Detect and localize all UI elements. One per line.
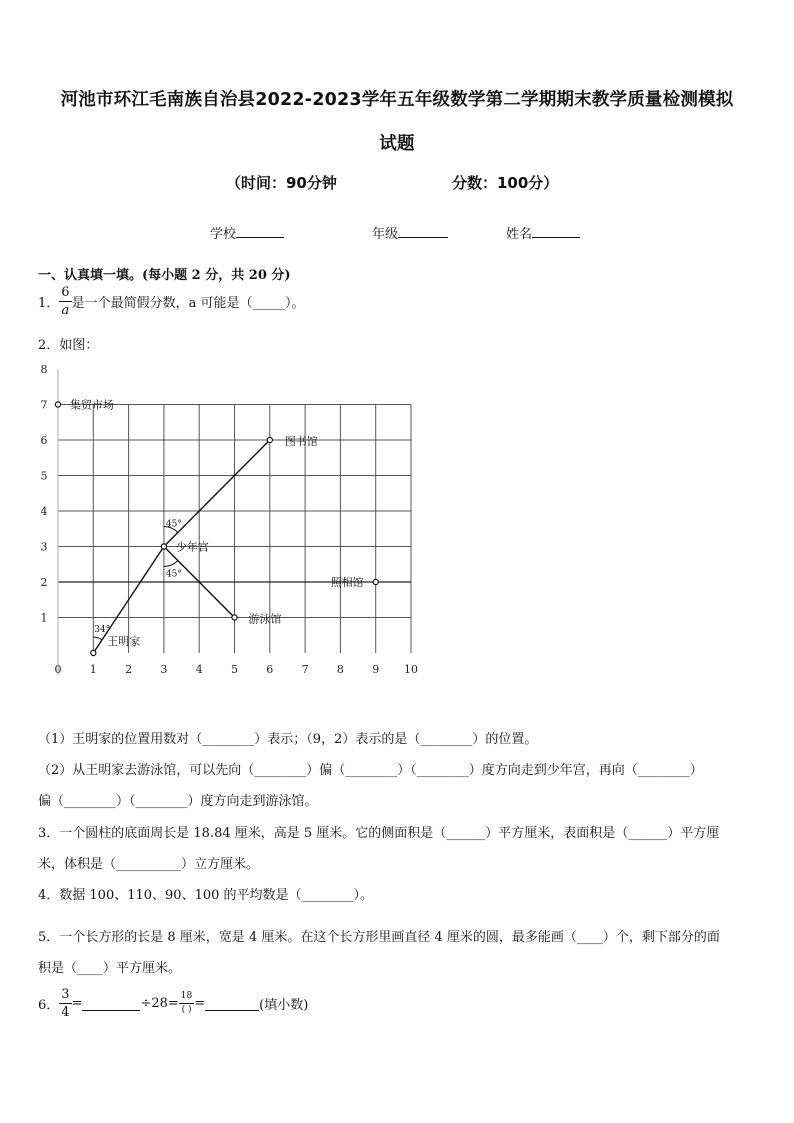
name-field xyxy=(506,223,580,242)
page-title-line1: 河池市环江毛南族自治县2022-2023学年五年级数学第二学期期末教学质量检测模拟 xyxy=(60,90,734,110)
name-blank[interactable] xyxy=(532,223,580,238)
q6-fraction xyxy=(59,988,71,1019)
point-marker-3 xyxy=(161,544,166,549)
q6-divide: ÷28= xyxy=(140,996,179,1011)
point-marker-5 xyxy=(232,615,237,620)
q1-text: 是一个最简假分数，a 可能是（_____）。 xyxy=(71,296,305,311)
q1-fraction-denominator: a xyxy=(61,303,70,318)
point-label-1: 集贸市场 xyxy=(70,398,114,412)
y-tick-label-7: 7 xyxy=(40,398,48,412)
question-5-line2: 积是（____）平方厘米。 xyxy=(38,961,182,976)
y-tick-label-5: 5 xyxy=(40,469,48,483)
q1-number: 1． xyxy=(38,296,60,311)
angle-arc-lower xyxy=(164,561,178,567)
point-label-6: 王明家 xyxy=(107,635,141,648)
x-tick-label-3: 3 xyxy=(160,663,168,676)
question-3-line2: 米，体积是（__________）立方厘米。 xyxy=(38,857,260,872)
q6-tail: (填小数) xyxy=(259,998,309,1013)
question-3-line1: 3．一个圆柱的底面周长是 18.84 厘米，高是 5 厘米。它的侧面积是（______）平方厘米，表面积是（______）平方厘 xyxy=(38,826,720,841)
grade-field xyxy=(372,223,448,242)
school-field xyxy=(210,223,284,242)
point-label-3: 少年宫 xyxy=(175,540,209,554)
route-segment-2 xyxy=(164,440,270,547)
q6-blank-2[interactable] xyxy=(205,996,259,1011)
q6-fraction-2-denominator: ( ) xyxy=(181,1005,192,1015)
q2-part2-line1: （2）从王明家去游泳馆，可以先向（________）偏（________）（________）度方向走到少年宫，再向（________） xyxy=(38,763,703,778)
page-title-line2: 试题 xyxy=(379,134,415,154)
x-tick-label-8: 8 xyxy=(336,663,344,676)
angle-arc-home xyxy=(93,637,102,640)
q6-fraction-2 xyxy=(179,992,194,1015)
grade-blank[interactable] xyxy=(398,223,448,238)
point-marker-4 xyxy=(373,579,378,584)
x-tick-label-1: 1 xyxy=(89,663,97,676)
question-6 xyxy=(38,988,308,1019)
angle-label-3: 34° xyxy=(94,625,111,635)
map-points xyxy=(55,398,378,656)
q2-part1: （1）王明家的位置用数对（________）表示；（9，2）表示的是（________）的位置。 xyxy=(38,732,538,747)
x-tick-label-4: 4 xyxy=(195,663,203,676)
y-tick-label-8: 8 xyxy=(40,363,48,376)
question-2-label: 2．如图： xyxy=(38,338,99,353)
angle-label-1: 45° xyxy=(165,519,182,530)
question-5-line1: 5．一个长方形的长是 8 厘米，宽是 4 厘米。在这个长方形里画直径 4 厘米的圆，最多能画（____）个，剩下部分的面 xyxy=(38,930,720,945)
question-1 xyxy=(38,286,304,317)
exam-time: （时间：90分钟 xyxy=(226,174,337,192)
name-label: 姓名 xyxy=(506,227,533,242)
x-tick-label-2: 2 xyxy=(125,663,133,676)
q6-number: 6． xyxy=(38,998,60,1013)
exam-score: 分数：100分） xyxy=(452,174,559,192)
x-tick-label-10: 10 xyxy=(404,663,418,676)
angle-marks xyxy=(93,520,182,641)
x-tick-label-5: 5 xyxy=(231,663,238,676)
y-tick-label-6: 6 xyxy=(40,434,48,447)
x-tick-label-0: 0 xyxy=(54,663,62,676)
grade-label: 年级 xyxy=(372,227,399,242)
y-tick-label-1: 1 xyxy=(40,611,48,625)
point-marker-2 xyxy=(267,437,272,442)
y-tick-label-3: 3 xyxy=(40,540,48,554)
q1-fraction xyxy=(59,286,71,317)
q6-fraction-numerator: 3 xyxy=(61,987,70,1002)
q6-equals-2: = xyxy=(194,996,206,1011)
point-marker-1 xyxy=(55,402,60,407)
x-tick-label-6: 6 xyxy=(266,663,274,676)
x-tick-label-7: 7 xyxy=(301,663,309,676)
q6-blank-1[interactable] xyxy=(82,996,140,1011)
q6-fraction-2-numerator: 18 xyxy=(179,992,194,1004)
point-marker-6 xyxy=(91,650,96,655)
q6-fraction-denominator: 4 xyxy=(61,1005,70,1020)
school-label: 学校 xyxy=(210,227,237,242)
coordinate-map xyxy=(30,360,430,680)
q2-part2-line2: 偏（________）（________）度方向走到游泳馆。 xyxy=(38,794,318,809)
point-label-2: 图书馆 xyxy=(284,435,318,448)
q1-fraction-numerator: 6 xyxy=(61,285,70,300)
point-label-5: 游泳馆 xyxy=(248,612,282,626)
q6-equals: = xyxy=(71,996,83,1011)
y-tick-label-4: 4 xyxy=(40,505,48,518)
school-blank[interactable] xyxy=(236,223,284,238)
point-label-4: 照相馆 xyxy=(330,576,364,589)
angle-label-2: 45° xyxy=(165,569,182,580)
section-heading: 一、认真填一填。(每小题 2 分，共 20 分) xyxy=(38,268,291,283)
y-tick-label-2: 2 xyxy=(40,576,48,589)
x-tick-label-9: 9 xyxy=(372,663,380,676)
question-4: 4．数据 100、110、90、100 的平均数是（________）。 xyxy=(38,888,374,903)
